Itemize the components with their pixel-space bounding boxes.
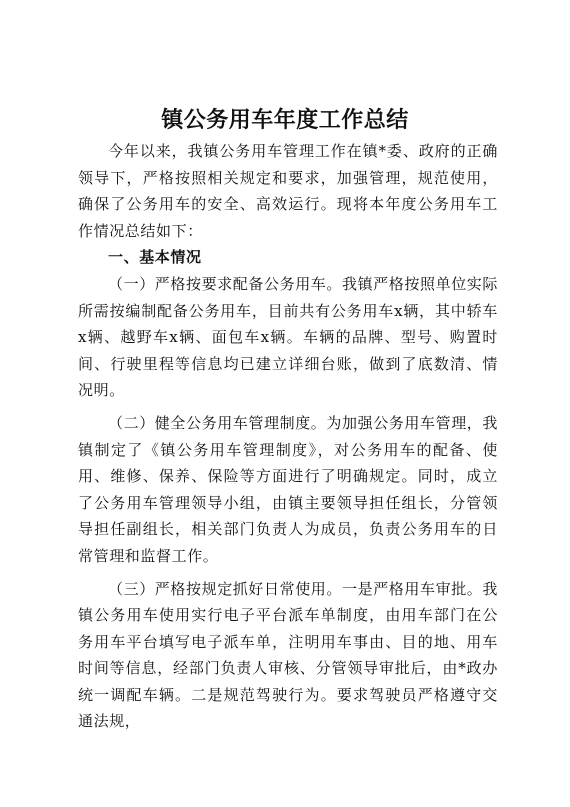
intro-paragraph: 今年以来，我镇公务用车管理工作在镇*委、政府的正确领导下，严格按照相关规定和要求，加强管理，规范使用，确保了公务用车的安全、高效运行。现将本年度公务用车工作情况总结如下： (78, 142, 498, 240)
page-title: 镇公务用车年度工作总结 (161, 108, 409, 133)
document-body (78, 138, 498, 735)
paragraph-management-system: （二）健全公务用车管理制度。为加强公务用车管理，我镇制定了《镇公务用车管理制度》，对公务用车的配备、使用、维修、保养、保险等方面进行了明确规定。同时，成立了公务用车管理领导小组，由镇主要领导担任组长，分管领导担任副组长，相关部门负责人为成员，负责公务用车的日常管理和监督工作。 (78, 413, 499, 565)
section-heading-basic-situation: 一、基本情况 (108, 248, 202, 267)
paragraph-vehicle-allocation: （一）严格按要求配备公务用车。我镇严格按照单位实际所需按编制配备公务用车，目前共有公务用车x辆，其中轿车x辆、越野车x辆、面包车x辆。车辆的品牌、型号、购置时间、行驶里程等信息均已建立详细台账，做到了底数清、情况明。 (78, 274, 499, 400)
paragraph-daily-use: （三）严格按规定抓好日常使用。一是严格用车审批。我镇公务用车使用实行电子平台派车单制度，由用车部门在公务用车平台填写电子派车单，注明用车事由、目的地、用车时间等信息，经部门负责人审核、分管领导审批后，由*政办统一调配车辆。二是规范驾驶行为。要求驾驶员严格遵守交通法规， (78, 579, 499, 731)
